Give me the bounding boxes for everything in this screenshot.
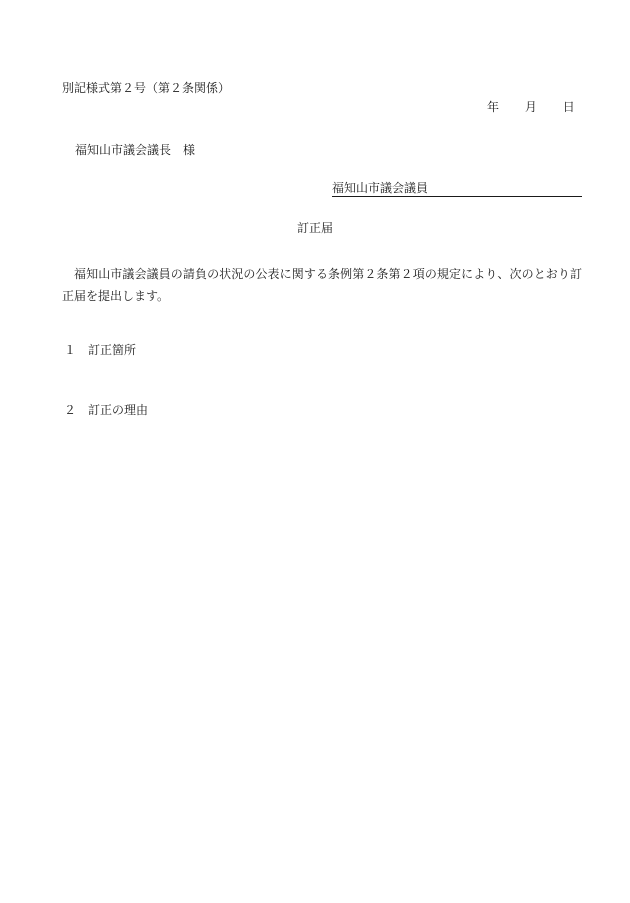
section-label: 訂正の理由 (88, 403, 149, 417)
month-unit: 月 (524, 100, 537, 114)
form-number: 別記様式第２号（第２条関係） (62, 81, 231, 95)
section-label: 訂正箇所 (88, 343, 137, 357)
addressee: 福知山市議会議長 様 (75, 143, 196, 157)
section-correction-reason (64, 404, 148, 416)
day-unit: 日 (562, 100, 575, 114)
section-correction-location (64, 344, 136, 356)
section-number: １ (64, 343, 77, 357)
signer-label: 福知山市議会議員 (332, 181, 429, 195)
date-line (487, 101, 575, 113)
document-title: 訂正届 (296, 221, 333, 235)
signer-line (332, 182, 582, 197)
body-text: 福知山市議会議員の請負の状況の公表に関する条例第２条第２項の規定により、次のとおり訂正届を提出します。 (62, 267, 582, 303)
year-unit: 年 (487, 100, 500, 114)
section-number: ２ (64, 403, 77, 417)
